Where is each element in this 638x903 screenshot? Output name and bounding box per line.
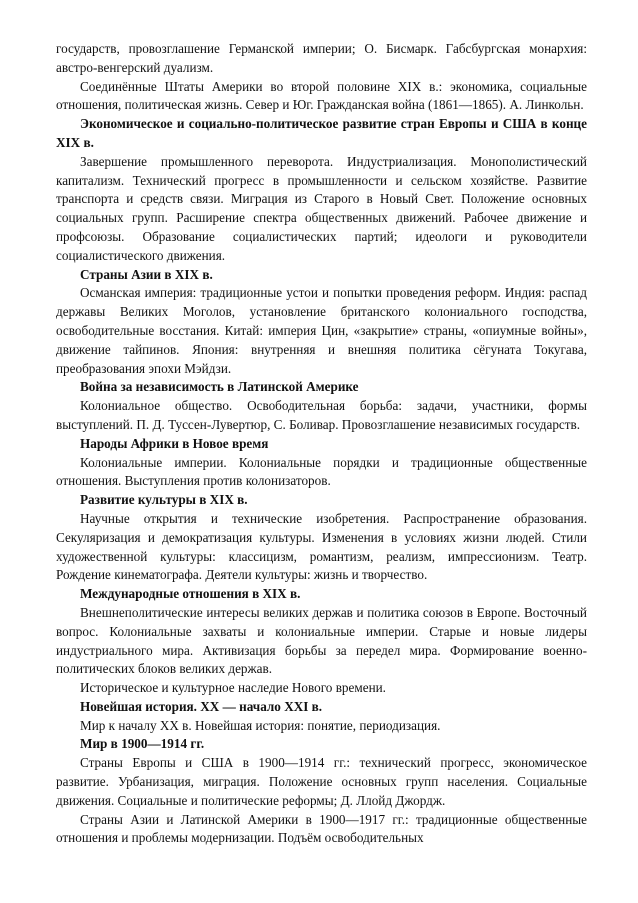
paragraph-asia-latam-1900: Страны Азии и Латинской Америки в 1900—1917 гг.: традиционные общественные отношения и проблемы модернизации. Подъём освободительных [56,811,587,846]
section-heading-1900-1914: Мир в 1900—1914 гг. [80,736,205,752]
paragraph-asia: Османская империя: традиционные устои и попытки проведения реформ. Индия: распад державы Великих Моголов, установление британского колониального господства, освободительные восстания. Китай: империя Цин, «закрытие» страны, «опиумные войны», движение тайпинов. Япония: внутренняя и внешняя политика сёгуната Токугава, преобразования эпохи Мэйдзи. [56,285,587,376]
paragraph-industrialization: Завершение промышленного переворота. Индустриализация. Монополистический капитализм. Технический прогресс в промышленности и сельском хозяйстве. Развитие транспорта и средств связи. Миграция из Старого в Новый Свет. Положение основных социальных групп. Расширение спектра общественных движений. Рабочее движение и профсоюзы. Образование социалистических партий; идеологи и руководители социалистического движения. [56,153,587,263]
section-heading-latin-america: Война за независимость в Латинской Америке [80,379,359,395]
paragraph-international: Внешнеполитические интересы великих держав и политика союзов в Европе. Восточный вопрос. Колониальные захваты и колониальные империи. Старые и новые лидеры индустриального мира. Активизация борьбы за передел мира. Формирование военно-политических блоков великих держав. [56,604,587,677]
paragraph-usa-xix: Соединённые Штаты Америки во второй половине XIX в.: экономика, социальные отношения, политическая жизнь. Север и Юг. Гражданская война (1861—1865). А. Линкольн. [56,78,587,113]
section-heading-asia: Страны Азии в XIX в. [80,266,213,282]
section-heading-europe-usa: Экономическое и социально-политическое развитие стран Европы и США в конце XIX в. [56,116,587,150]
paragraph-africa: Колониальные империи. Колониальные порядки и традиционные общественные отношения. Выступления против колонизаторов. [56,454,587,489]
section-heading-modern-history: Новейшая история. XX — начало XXI в. [80,698,323,714]
document-page [56,40,587,848]
section-heading-africa: Народы Африки в Новое время [80,435,269,451]
paragraph-heritage: Историческое и культурное наследие Нового времени. [80,680,386,696]
paragraph-latin-america: Колониальное общество. Освободительная борьба: задачи, участники, формы выступлений. П. Д. Туссен-Лувертюр, С. Боливар. Провозглашение независимых государств. [56,398,587,432]
paragraph-europe-usa-1900: Страны Европы и США в 1900—1914 гг.: технический прогресс, экономическое развитие. Урбанизация, миграция. Положение основных групп населения. Социальные движения. Социальные и политические реформы; Д. Ллойд Джордж. [56,755,587,808]
section-heading-culture: Развитие культуры в XIX в. [80,492,248,508]
section-heading-international: Международные отношения в XIX в. [80,586,301,602]
paragraph-continuation: государств, провозглашение Германской империи; О. Бисмарк. Габсбургская монархия: австро-венгерский дуализм. [56,41,587,75]
paragraph-modern-history: Мир к началу XX в. Новейшая история: понятие, периодизация. [80,717,441,733]
paragraph-culture: Научные открытия и технические изобретения. Распространение образования. Секуляризация и демократизация культуры. Изменения в условиях жизни людей. Стили художественной культуры: классицизм, романтизм, реализм, импрессионизм. Театр. Рождение кинематографа. Деятели культуры: жизнь и творчество. [56,510,587,583]
